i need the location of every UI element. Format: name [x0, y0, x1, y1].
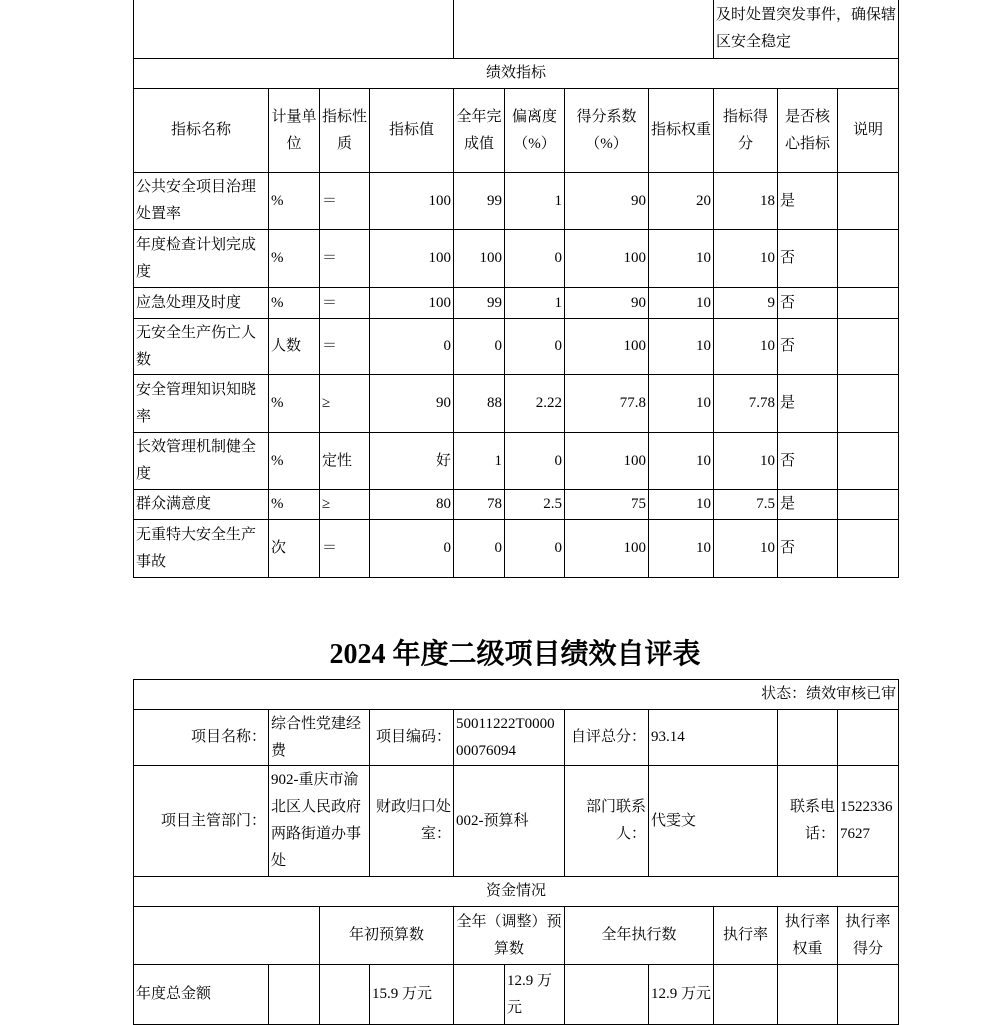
table-row [134, 375, 899, 433]
score-label: 自评总分： [565, 710, 649, 766]
blank-cell [778, 710, 838, 766]
table-cell: 无安全生产伤亡人数 [134, 319, 269, 375]
table-cell: 2.22 [505, 375, 565, 433]
blank-cell [838, 710, 899, 766]
table-cell: 否 [778, 433, 838, 490]
table-cell: 公共安全项目治理处置率 [134, 173, 269, 230]
table-cell: % [269, 230, 320, 288]
project-name: 综合性党建经费 [269, 710, 370, 766]
total-executed: 12.9 万元 [649, 965, 714, 1025]
self-evaluation-table [133, 679, 899, 1025]
table-cell: 88 [454, 375, 505, 433]
table-cell [838, 490, 899, 520]
table-cell: 100 [370, 173, 454, 230]
funds-header: 执行率 [714, 907, 778, 965]
project-code-label: 项目编码： [370, 710, 454, 766]
column-header: 指标得分 [714, 89, 778, 173]
table-cell: 1 [505, 173, 565, 230]
table-row [134, 433, 899, 490]
table-cell: 定性 [320, 433, 370, 490]
table-cell: % [269, 433, 320, 490]
table-cell: 20 [649, 173, 714, 230]
table-cell: ≥ [320, 375, 370, 433]
blank-cell [454, 965, 505, 1025]
table-cell: 10 [649, 433, 714, 490]
funds-header: 全年（调整）预算数 [454, 907, 565, 965]
blank-cell [454, 0, 714, 59]
table-cell: ＝ [320, 173, 370, 230]
table-row [134, 173, 899, 230]
form-title: 2024 年度二级项目绩效自评表 [329, 639, 701, 670]
table-cell: 安全管理知识知晓率 [134, 375, 269, 433]
column-header: 是否核心指标 [778, 89, 838, 173]
table-cell: 78 [454, 490, 505, 520]
table-cell: % [269, 173, 320, 230]
table-cell: 是 [778, 490, 838, 520]
table-cell: 好 [370, 433, 454, 490]
table-cell: 否 [778, 319, 838, 375]
table-cell: 长效管理机制健全度 [134, 433, 269, 490]
table-cell: 0 [505, 433, 565, 490]
table-cell: 100 [370, 230, 454, 288]
table-cell: 10 [714, 319, 778, 375]
blank-cell [714, 965, 778, 1025]
table-cell: 否 [778, 230, 838, 288]
finance-label: 财政归口处室： [370, 766, 454, 877]
table-cell: 75 [565, 490, 649, 520]
column-header: 指标名称 [134, 89, 269, 173]
table-cell [838, 433, 899, 490]
table-cell: ＝ [320, 319, 370, 375]
table-cell: 1 [505, 288, 565, 319]
column-header: 指标性质 [320, 89, 370, 173]
table-cell: 10 [714, 520, 778, 578]
total-label: 年度总金额 [134, 965, 269, 1025]
table-row [134, 319, 899, 375]
column-header: 指标值 [370, 89, 454, 173]
phone-label: 联系电话： [778, 766, 838, 877]
table-cell: 人数 [269, 319, 320, 375]
table-cell [838, 520, 899, 578]
table-cell: 应急处理及时度 [134, 288, 269, 319]
table-cell: 7.78 [714, 375, 778, 433]
table-cell: 年度检查计划完成度 [134, 230, 269, 288]
table-cell: % [269, 375, 320, 433]
contact-label: 部门联系人： [565, 766, 649, 877]
section-title: 绩效指标 [134, 59, 899, 89]
table-cell: 是 [778, 375, 838, 433]
table-cell [838, 230, 899, 288]
funds-header: 执行率得分 [838, 907, 899, 965]
total-adjusted: 12.9 万元 [505, 965, 565, 1025]
table-cell: 100 [565, 520, 649, 578]
blank-cell [838, 965, 899, 1025]
table-cell [838, 173, 899, 230]
table-cell: 10 [649, 230, 714, 288]
phone-value: 15223367627 [838, 766, 899, 877]
funds-header: 全年执行数 [565, 907, 714, 965]
table-cell: 10 [714, 433, 778, 490]
table-cell: ＝ [320, 230, 370, 288]
table-cell: 100 [565, 230, 649, 288]
table-cell: 10 [649, 319, 714, 375]
blank-cell [778, 965, 838, 1025]
table-cell: 10 [714, 230, 778, 288]
contact-value: 代雯文 [649, 766, 778, 877]
table-cell: 90 [565, 288, 649, 319]
table-cell [838, 375, 899, 433]
table-cell: 77.8 [565, 375, 649, 433]
table-cell: 2.5 [505, 490, 565, 520]
table-cell: 0 [454, 319, 505, 375]
table-cell: % [269, 490, 320, 520]
dept-value: 902-重庆市渝北区人民政府两路街道办事处 [269, 766, 370, 877]
table-row [134, 520, 899, 578]
table-cell: 10 [649, 375, 714, 433]
column-header: 全年完成值 [454, 89, 505, 173]
blank-cell [269, 965, 320, 1025]
funds-header: 年初预算数 [320, 907, 454, 965]
column-header: 计量单位 [269, 89, 320, 173]
table-cell: ≥ [320, 490, 370, 520]
table-cell: 无重特大安全生产事故 [134, 520, 269, 578]
dept-label: 项目主管部门： [134, 766, 269, 877]
table-cell: 9 [714, 288, 778, 319]
blank-cell [134, 0, 454, 59]
table-cell: 10 [649, 490, 714, 520]
table-cell: ＝ [320, 288, 370, 319]
table-row [134, 230, 899, 288]
table-cell: 99 [454, 173, 505, 230]
table-cell [838, 288, 899, 319]
blank-cell [134, 907, 320, 965]
table-cell: 99 [454, 288, 505, 319]
table-cell: 10 [649, 288, 714, 319]
project-name-label: 项目名称： [134, 710, 269, 766]
table-cell: 18 [714, 173, 778, 230]
column-header: 偏离度（%） [505, 89, 565, 173]
column-header: 得分系数（%） [565, 89, 649, 173]
table-cell: 100 [454, 230, 505, 288]
table-row [134, 490, 899, 520]
table-cell: 0 [505, 230, 565, 288]
score-value: 93.14 [649, 710, 778, 766]
table-cell: 100 [565, 433, 649, 490]
table-cell: 是 [778, 173, 838, 230]
table-cell: 否 [778, 520, 838, 578]
blank-cell [565, 965, 649, 1025]
table-cell: 0 [505, 319, 565, 375]
performance-table [133, 0, 899, 578]
column-header: 指标权重 [649, 89, 714, 173]
table-cell: 群众满意度 [134, 490, 269, 520]
table-cell: % [269, 288, 320, 319]
column-header: 说明 [838, 89, 899, 173]
total-initial: 15.9 万元 [370, 965, 454, 1025]
status-text: 状态：绩效审核已审 [134, 680, 899, 710]
table-cell: 1 [454, 433, 505, 490]
table-cell: 0 [370, 520, 454, 578]
target-text: 及时处置突发事件，确保辖区安全稳定 [714, 0, 899, 59]
table-row [134, 288, 899, 319]
table-cell: 80 [370, 490, 454, 520]
table-cell: 否 [778, 288, 838, 319]
table-cell: 100 [370, 288, 454, 319]
table-cell: 90 [565, 173, 649, 230]
finance-value: 002-预算科 [454, 766, 565, 877]
blank-cell [320, 965, 370, 1025]
table-cell: ＝ [320, 520, 370, 578]
table-cell: 0 [370, 319, 454, 375]
table-cell [838, 319, 899, 375]
table-cell: 0 [454, 520, 505, 578]
table-cell: 7.5 [714, 490, 778, 520]
funds-header: 执行率权重 [778, 907, 838, 965]
table-cell: 0 [505, 520, 565, 578]
table-cell: 100 [565, 319, 649, 375]
table-cell: 10 [649, 520, 714, 578]
project-code: 50011222T000000076094 [454, 710, 565, 766]
funds-title: 资金情况 [134, 877, 899, 907]
table-cell: 90 [370, 375, 454, 433]
table-cell: 次 [269, 520, 320, 578]
